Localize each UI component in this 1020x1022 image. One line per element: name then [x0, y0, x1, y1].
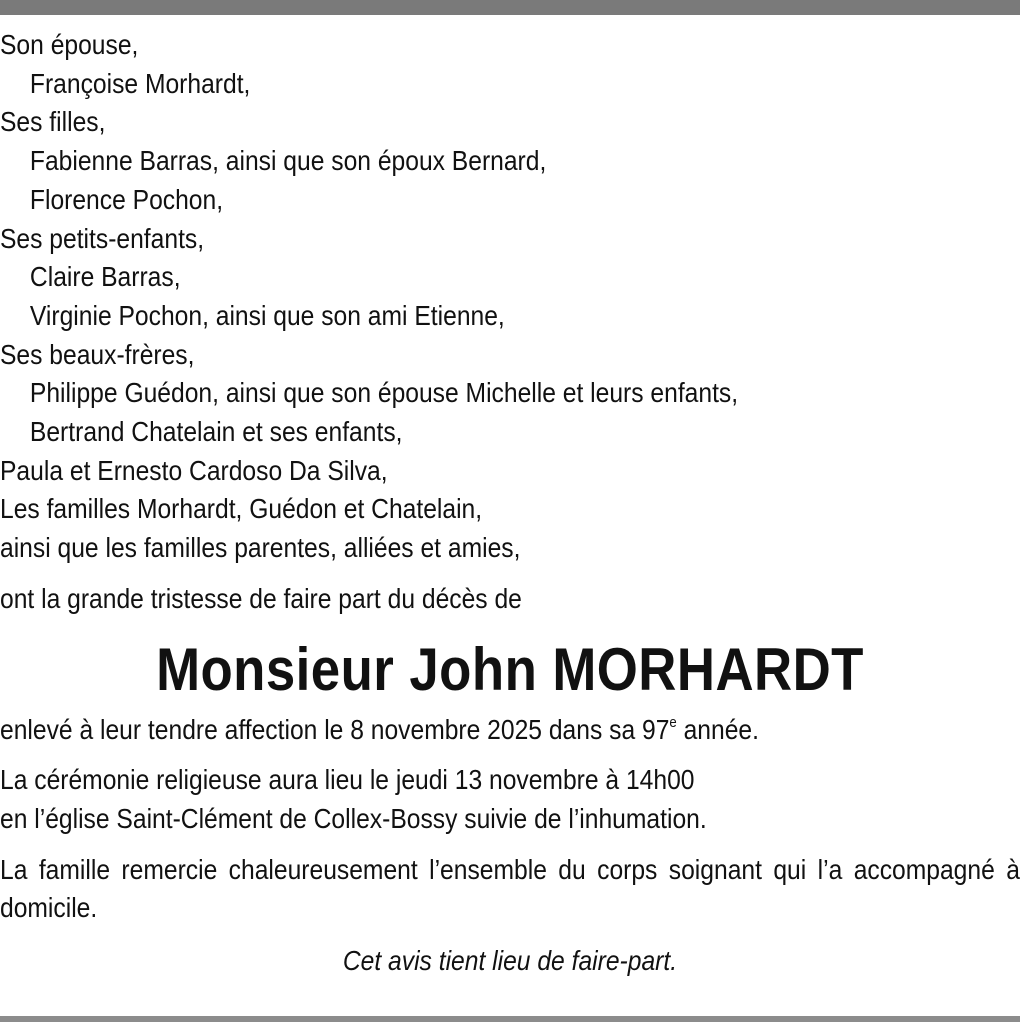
family-member: Bertrand Chatelain et ses enfants,	[29, 416, 403, 448]
ordinal-superscript: e	[669, 713, 677, 731]
thanks-paragraph: La famille remercie chaleureusement l’ensemble du corps soignant qui l’a accompagné à domicile.	[0, 853, 1020, 924]
passing-text	[0, 711, 1020, 750]
announcement-text: ont la grande tristesse de faire part du décès de	[0, 582, 522, 614]
top-divider	[0, 0, 1020, 15]
family-member: Philippe Guédon, ainsi que son épouse Michelle et leurs enfants,	[29, 377, 739, 409]
family-member: Florence Pochon,	[29, 183, 224, 215]
section-heading-daughters: Ses filles,	[0, 106, 106, 138]
deceased-name: Monsieur John MORHARDT	[156, 635, 864, 703]
other-relative: Les familles Morhardt, Guédon et Chatelain,	[0, 493, 483, 525]
family-member: Françoise Morhardt,	[29, 67, 251, 99]
passing-text-main: enlevé à leur tendre affection le 8 novembre 2025 dans sa 97	[0, 713, 670, 745]
other-relative: ainsi que les familles parentes, alliées et amies,	[0, 532, 521, 564]
closing-note: Cet avis tient lieu de faire-part.	[342, 945, 678, 977]
section-heading-spouse: Son épouse,	[0, 29, 139, 60]
ceremony-line-1: La cérémonie religieuse aura lieu le jeudi 13 novembre à 14h00	[0, 764, 695, 796]
obituary-notice	[0, 26, 1020, 981]
section-heading-grandchildren: Ses petits-enfants,	[0, 222, 205, 254]
family-member: Fabienne Barras, ainsi que son époux Bernard,	[29, 145, 547, 177]
bottom-divider	[0, 1016, 1020, 1022]
passing-text-end: année.	[676, 713, 759, 745]
other-relative: Paula et Ernesto Cardoso Da Silva,	[0, 454, 388, 486]
family-member: Claire Barras,	[29, 261, 181, 293]
ceremony-line-2: en l’église Saint-Clément de Collex-Bossy suivie de l’inhumation.	[0, 802, 707, 834]
section-heading-brothers-in-law: Ses beaux-frères,	[0, 338, 195, 370]
family-member: Virginie Pochon, ainsi que son ami Etienne,	[29, 299, 505, 331]
